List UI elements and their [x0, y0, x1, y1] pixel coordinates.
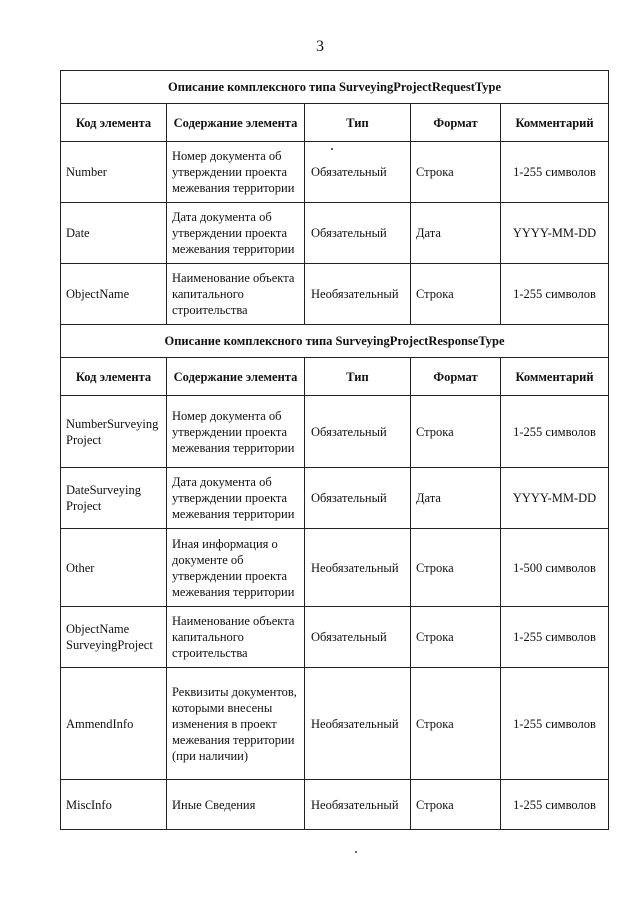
spec-table	[60, 70, 609, 830]
element-type: Обязательный	[305, 142, 411, 203]
table-row	[61, 607, 609, 668]
table-header-row	[61, 358, 609, 396]
element-code: ObjectName	[61, 264, 167, 325]
column-header-code: Код элемента	[61, 104, 167, 142]
element-format: Строка	[411, 780, 501, 830]
element-format: Строка	[411, 529, 501, 607]
element-comment: 1-255 символов	[501, 396, 609, 468]
element-comment: YYYY-MM-DD	[501, 203, 609, 264]
page-number: 3	[316, 38, 324, 55]
element-format: Строка	[411, 668, 501, 780]
element-code: Number	[61, 142, 167, 203]
element-comment: 1-255 символов	[501, 668, 609, 780]
element-type: Необязательный	[305, 780, 411, 830]
element-content: Наименование объекта капитального строительства	[167, 607, 305, 668]
element-format: Строка	[411, 607, 501, 668]
element-format: Строка	[411, 142, 501, 203]
column-header-code: Код элемента	[61, 358, 167, 396]
column-header-content: Содержание элемента	[167, 358, 305, 396]
section-title-row	[61, 325, 609, 358]
element-comment: 1-255 символов	[501, 142, 609, 203]
element-comment: 1-255 символов	[501, 264, 609, 325]
element-content: Номер документа об утверждении проекта межевания территории	[167, 142, 305, 203]
column-header-format: Формат	[411, 358, 501, 396]
element-code: MiscInfo	[61, 780, 167, 830]
element-type: Обязательный	[305, 607, 411, 668]
table-row	[61, 468, 609, 529]
column-header-type: Тип	[305, 104, 411, 142]
element-content: Иные Сведения	[167, 780, 305, 830]
element-format: Дата	[411, 203, 501, 264]
element-type: Необязательный	[305, 264, 411, 325]
section-title-row	[61, 71, 609, 104]
table-row	[61, 142, 609, 203]
element-code: NumberSurveying Project	[61, 396, 167, 468]
section-title: Описание комплексного типа SurveyingProjectResponseType	[61, 325, 609, 358]
element-code: ObjectName SurveyingProject	[61, 607, 167, 668]
element-content: Дата документа об утверждении проекта межевания территории	[167, 203, 305, 264]
element-content: Наименование объекта капитального строительства	[167, 264, 305, 325]
element-content: Дата документа об утверждении проекта межевания территории	[167, 468, 305, 529]
element-type: Обязательный	[305, 203, 411, 264]
section-title: Описание комплексного типа SurveyingProjectRequestType	[61, 71, 609, 104]
table-row	[61, 203, 609, 264]
table-header-row	[61, 104, 609, 142]
table-row	[61, 264, 609, 325]
element-format: Строка	[411, 396, 501, 468]
element-type: Необязательный	[305, 668, 411, 780]
element-comment: 1-255 символов	[501, 607, 609, 668]
element-code: AmmendInfo	[61, 668, 167, 780]
table-row	[61, 529, 609, 607]
column-header-format: Формат	[411, 104, 501, 142]
element-format: Дата	[411, 468, 501, 529]
column-header-type: Тип	[305, 358, 411, 396]
element-comment: 1-255 символов	[501, 780, 609, 830]
element-format: Строка	[411, 264, 501, 325]
element-type: Обязательный	[305, 396, 411, 468]
column-header-comment: Комментарий	[501, 358, 609, 396]
element-type: Обязательный	[305, 468, 411, 529]
element-type: Необязательный	[305, 529, 411, 607]
column-header-content: Содержание элемента	[167, 104, 305, 142]
table-row	[61, 396, 609, 468]
element-content: Реквизиты документов, которыми внесены изменения в проект межевания территории (при наличии)	[167, 668, 305, 780]
element-content: Иная информация о документе об утверждении проекта межевания территории	[167, 529, 305, 607]
scan-speck	[331, 148, 333, 150]
element-comment: 1-500 символов	[501, 529, 609, 607]
element-code: Other	[61, 529, 167, 607]
table-row	[61, 780, 609, 830]
element-content: Номер документа об утверждении проекта межевания территории	[167, 396, 305, 468]
scan-speck	[355, 851, 357, 853]
table-row	[61, 668, 609, 780]
column-header-comment: Комментарий	[501, 104, 609, 142]
element-code: DateSurveying Project	[61, 468, 167, 529]
element-comment: YYYY-MM-DD	[501, 468, 609, 529]
element-code: Date	[61, 203, 167, 264]
